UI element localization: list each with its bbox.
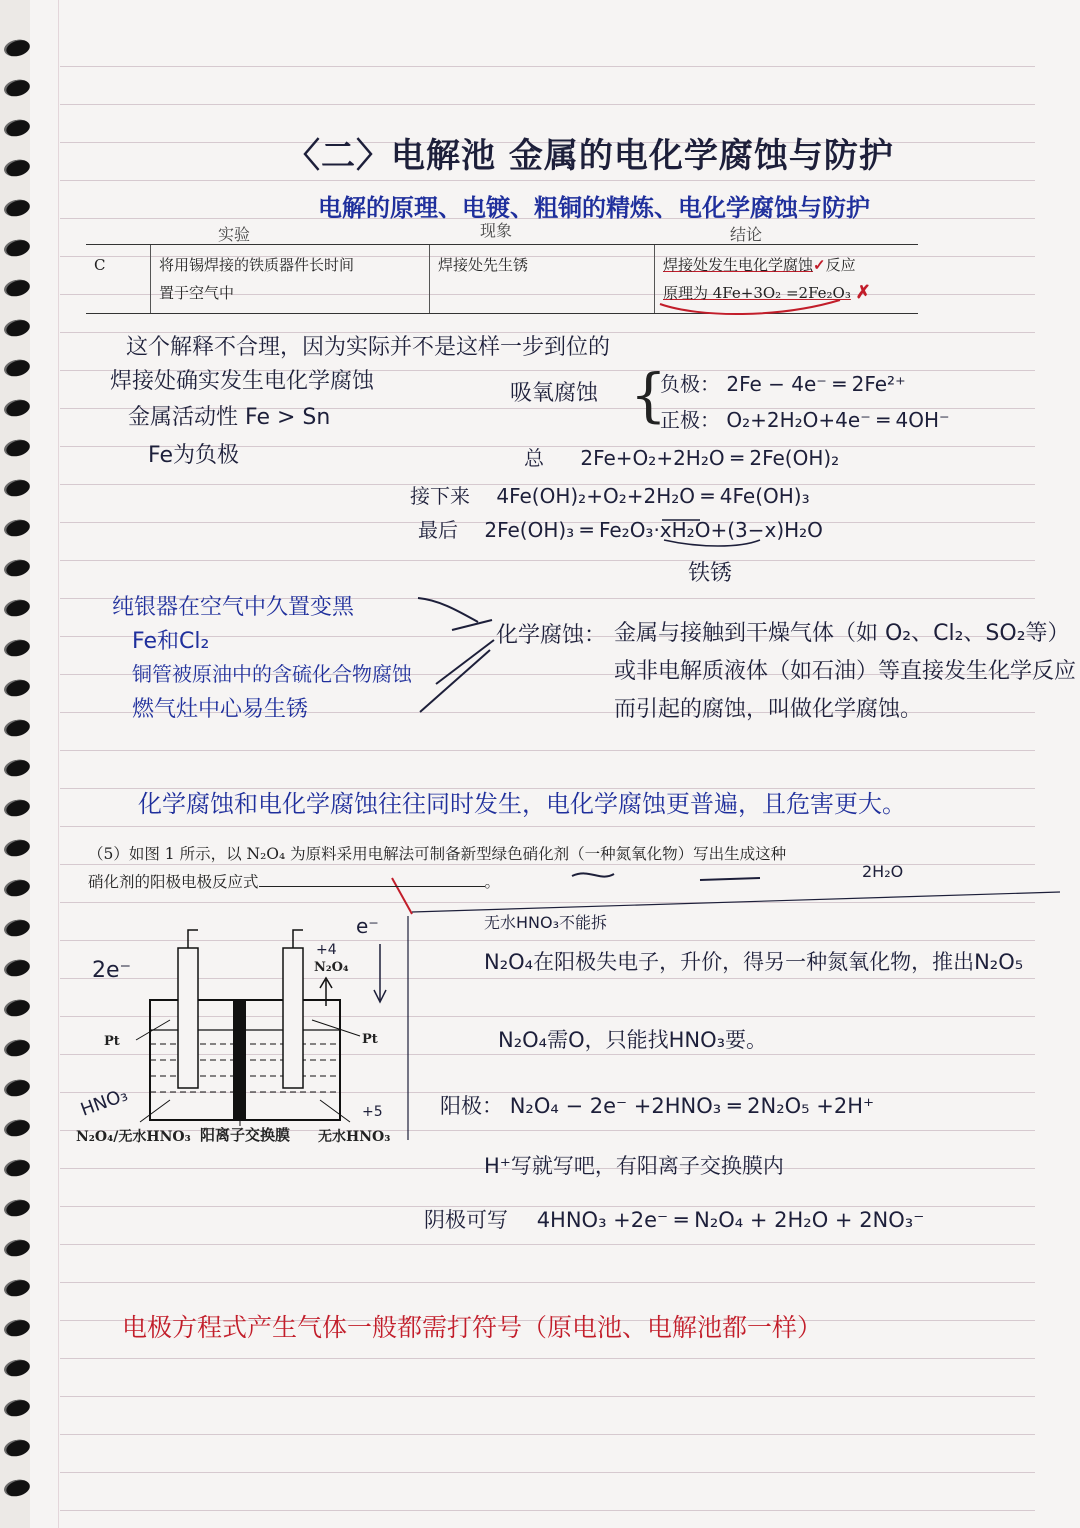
total-equation: 2Fe+O₂+2H₂O ═ 2Fe(OH)₂ [580, 446, 840, 470]
question-line-1: （5）如图 1 所示，以 N₂O₄ 为原料采用电解法可制备新型绿色硝化剂（一种氮氧化物）写出生成这种 [88, 845, 787, 863]
ruled-line [60, 1472, 1035, 1473]
header-phenomenon: 现象 [480, 221, 513, 240]
summary-line: 化学腐蚀和电化学腐蚀往往同时发生，电化学腐蚀更普遍，且危害更大。 [138, 790, 906, 818]
binding-hole [3, 277, 32, 298]
binding-hole [3, 77, 32, 98]
negative-electrode [660, 368, 906, 397]
binding-hole [3, 597, 32, 618]
binding-hole [3, 237, 32, 258]
binding-hole [3, 157, 32, 178]
question-end: 。 [484, 873, 501, 891]
last-reaction [418, 514, 823, 543]
next-equation: 4Fe(OH)₂+O₂+2H₂O ═ 4Fe(OH)₃ [496, 484, 810, 508]
answer-blank [259, 872, 485, 887]
row-label: C [86, 245, 151, 314]
ruled-line [60, 750, 1035, 751]
ruled-line [60, 1282, 1035, 1283]
example-3: 铜管被原油中的含硫化合物腐蚀 [132, 662, 412, 686]
total-label: 总 [524, 446, 544, 470]
experiment-cell [151, 245, 430, 314]
binding-hole [3, 997, 32, 1018]
binding-hole [3, 957, 32, 978]
note-line-3: 金属活动性 Fe > Sn [128, 405, 331, 430]
conclusion-main: 焊接处发生电化学腐蚀 [663, 256, 814, 274]
binding-hole [3, 517, 32, 538]
plus4-label: +4 [316, 942, 337, 958]
oxygen-corrosion-label: 吸氧腐蚀 [510, 381, 599, 406]
neg-label: 负极： [660, 372, 720, 396]
question-line-2 [88, 870, 500, 892]
ruled-line [60, 560, 1035, 561]
analysis-note-0: 无水HNO₃不能拆 [484, 913, 608, 932]
table-row [86, 245, 918, 314]
anode-label: 阳极： [440, 1094, 503, 1118]
binding-hole [3, 677, 32, 698]
binding-hole [3, 1157, 32, 1178]
conclusion-text-2 [663, 279, 910, 307]
binding-hole [3, 797, 32, 818]
left-compartment-label: N₂O₄/无水HNO₃ [76, 1129, 191, 1145]
ruled-line [60, 826, 1035, 827]
analysis-note-2: N₂O₄需O，只能找HNO₃要。 [498, 1028, 768, 1052]
right-compartment-label: 无水HNO₃ [318, 1129, 391, 1145]
pt-left-label: Pt [104, 1034, 120, 1049]
phenomenon-text: 焊接处先生锈 [438, 256, 529, 274]
conclusion-text-1 [663, 251, 910, 279]
chem-corrosion-def-3: 而引起的腐蚀，叫做化学腐蚀。 [614, 697, 923, 722]
next-reaction [410, 480, 810, 509]
question-text: 硝化剂的阳极电极反应式 [88, 873, 259, 891]
brace-symbol: { [630, 361, 667, 429]
check-mark: ✓ [813, 256, 826, 274]
analysis-note-3: H⁺写就写吧，有阳离子交换膜内 [484, 1154, 784, 1178]
positive-electrode [660, 404, 950, 433]
experiment-table [86, 244, 918, 314]
binding-hole [3, 1437, 32, 1458]
binding-hole [3, 837, 32, 858]
notebook-page [30, 0, 1080, 1528]
anode-reaction [440, 1090, 874, 1120]
n2o4-top-label: N₂O₄ [314, 960, 349, 975]
total-reaction [524, 442, 839, 471]
binding-hole [3, 877, 32, 898]
chem-corrosion-label: 化学腐蚀： [496, 623, 607, 648]
ruled-line [60, 180, 1035, 181]
note-2h2o: 2H₂O [862, 862, 904, 881]
binding-hole [3, 1077, 32, 1098]
membrane-label: 阳离子交换膜 [200, 1126, 291, 1144]
note-line-2: 焊接处确实发生电化学腐蚀 [110, 369, 375, 394]
binding-hole [3, 37, 32, 58]
note-line-1: 这个解释不合理，因为实际并不是这样一步到位的 [126, 335, 611, 360]
phenomenon-cell [430, 245, 655, 314]
anode-equation: N₂O₄ − 2e⁻ +2HNO₃ ═ 2N₂O₅ +2H⁺ [509, 1094, 875, 1118]
binding-hole [3, 717, 32, 738]
hno3-handwritten: HNO₃ [77, 1084, 131, 1121]
analysis-note-1: N₂O₄在阳极失电子，升价，得另一种氮氧化物，推出N₂O₅ [484, 950, 1024, 974]
header-experiment: 实验 [218, 225, 251, 244]
last-equation: 2Fe(OH)₃ ═ Fe₂O₃·xH₂O+(3−x)H₂O [484, 518, 823, 542]
ruled-line [60, 1244, 1035, 1245]
ruled-line [60, 1434, 1035, 1435]
final-note: 电极方程式产生气体一般都需打符号（原电池、电解池都一样） [122, 1313, 823, 1342]
example-2: Fe和Cl₂ [132, 629, 210, 654]
pos-equation: O₂+2H₂O+4e⁻ ═ 4OH⁻ [726, 408, 950, 432]
conclusion-equation: 原理为 4Fe+3O₂ =2Fe₂O₃ [663, 284, 851, 302]
experiment-text-1: 将用锡焊接的铁质器件长时间 [159, 256, 355, 274]
pos-label: 正极： [660, 408, 720, 432]
binding-hole [3, 637, 32, 658]
binding-hole [3, 1317, 32, 1338]
page-title: 〈二〉电解池 金属的电化学腐蚀与防护 [286, 136, 894, 176]
binding-hole [3, 757, 32, 778]
chem-corrosion-def-2: 或非电解质液体（如石油）等直接发生化学反应 [614, 659, 1077, 684]
binding-hole [3, 1037, 32, 1058]
binding-hole [3, 1197, 32, 1218]
binding-hole [3, 1237, 32, 1258]
example-1: 纯银器在空气中久置变黑 [112, 595, 355, 620]
binding-hole [3, 477, 32, 498]
cathode-reaction [424, 1204, 924, 1234]
conclusion-cell [655, 245, 919, 314]
ruled-line [60, 104, 1035, 105]
binding-hole [3, 197, 32, 218]
e-minus-label: e⁻ [356, 914, 379, 938]
binding-hole [3, 317, 32, 338]
conclusion-tail: 反应 [825, 256, 856, 274]
page-subtitle: 电解的原理、电镀、粗铜的精炼、电化学腐蚀与防护 [318, 194, 870, 222]
next-label: 接下来 [410, 484, 470, 508]
binding-hole [3, 1117, 32, 1138]
plus5-label: +5 [362, 1104, 383, 1120]
note-line-4: Fe为负极 [148, 443, 239, 468]
binding-hole [3, 1477, 32, 1498]
rust-label: 铁锈 [688, 561, 733, 586]
pt-right-label: Pt [362, 1032, 378, 1047]
binding-hole [3, 437, 32, 458]
header-conclusion: 结论 [730, 225, 763, 244]
two-e-label: 2e⁻ [92, 958, 132, 983]
ruled-line [60, 1358, 1035, 1359]
cathode-equation: 4HNO₃ +2e⁻ ═ N₂O₄ + 2H₂O + 2NO₃⁻ [536, 1208, 925, 1232]
binding-hole [3, 397, 32, 418]
cathode-label: 阴极可写 [424, 1208, 508, 1232]
binding-hole [3, 917, 32, 938]
ruled-line [60, 1396, 1035, 1397]
neg-equation: 2Fe − 4e⁻ ═ 2Fe²⁺ [726, 372, 906, 396]
binding-hole [3, 557, 32, 578]
binding-hole [3, 1397, 32, 1418]
binding-hole [3, 117, 32, 138]
margin-line [58, 0, 59, 1528]
example-4: 燃气灶中心易生锈 [132, 697, 309, 722]
binding-hole [3, 357, 32, 378]
ruled-line [60, 66, 1035, 67]
experiment-text-2: 置于空气中 [159, 284, 235, 302]
cross-mark: ✗ [855, 282, 871, 303]
spiral-binding [0, 0, 40, 1528]
chem-corrosion-def-1: 金属与接触到干燥气体（如 O₂、Cl₂、SO₂等） [614, 621, 1070, 646]
binding-hole [3, 1357, 32, 1378]
binding-hole [3, 1277, 32, 1298]
last-label: 最后 [418, 518, 458, 542]
ruled-line [60, 1510, 1035, 1511]
